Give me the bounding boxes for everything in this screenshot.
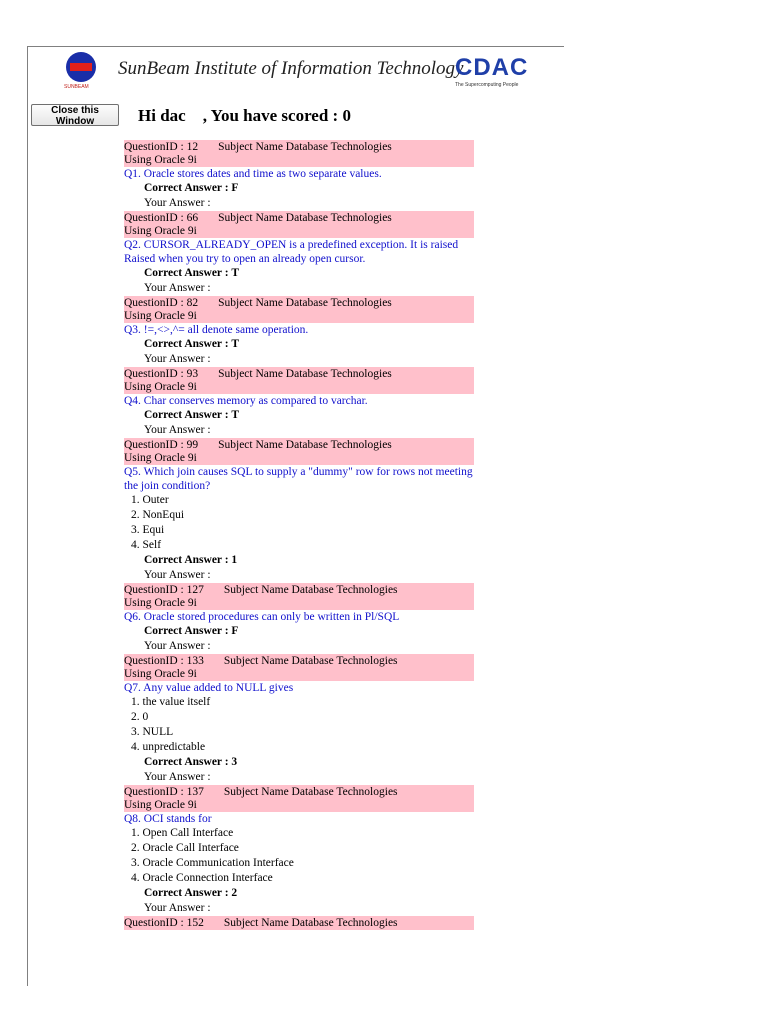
correct-answer bbox=[124, 553, 474, 568]
your-answer: Your Answer : bbox=[144, 424, 211, 436]
question-id-label: QuestionID : bbox=[124, 212, 184, 224]
option-list bbox=[124, 826, 474, 886]
correct-answer-label: Correct Answer : bbox=[144, 338, 229, 350]
window-frame-left bbox=[27, 46, 28, 986]
question-block bbox=[124, 785, 474, 916]
question-text: Q4. Char conserves memory as compared to varchar. bbox=[124, 395, 368, 407]
question-text: Q8. OCI stands for bbox=[124, 813, 212, 825]
subject-name: Subject Name Database Technologies bbox=[218, 439, 392, 451]
correct-answer-label: Correct Answer : bbox=[144, 182, 229, 194]
question-meta bbox=[124, 916, 474, 930]
correct-answer bbox=[124, 266, 474, 281]
question-meta bbox=[124, 583, 474, 610]
correct-answer bbox=[124, 624, 474, 639]
subject-name-line2: Using Oracle 9i bbox=[124, 154, 197, 166]
question-text: Q7. Any value added to NULL gives bbox=[124, 682, 294, 694]
your-answer: Your Answer : bbox=[144, 569, 211, 581]
your-answer: Your Answer : bbox=[144, 902, 211, 914]
correct-answer bbox=[124, 337, 474, 352]
question-id-value: 12 bbox=[186, 141, 199, 153]
subject-name-line2: Using Oracle 9i bbox=[124, 799, 197, 811]
option-list bbox=[124, 493, 474, 553]
subject-name-line2: Using Oracle 9i bbox=[124, 381, 197, 393]
question-meta-line bbox=[124, 297, 474, 310]
institute-name: SunBeam Institute of Information Technology bbox=[118, 58, 464, 79]
correct-answer-value: T bbox=[231, 267, 240, 279]
subject-name: Subject Name Database Technologies bbox=[218, 141, 392, 153]
correct-answer-value: F bbox=[231, 625, 239, 637]
question-id-label: QuestionID : bbox=[124, 297, 184, 309]
your-answer: Your Answer : bbox=[144, 197, 211, 209]
question-id-value: 93 bbox=[186, 368, 199, 380]
question-text: Q1. Oracle stores dates and time as two separate values. bbox=[124, 168, 382, 180]
option-item: 2. NonEqui bbox=[131, 509, 185, 521]
question-meta-line bbox=[124, 212, 474, 225]
your-answer: Your Answer : bbox=[144, 640, 211, 652]
option-item: 2. 0 bbox=[131, 711, 149, 723]
option-item: 3. NULL bbox=[131, 726, 174, 738]
subject-name: Subject Name Database Technologies bbox=[223, 584, 398, 596]
question-id-value: 99 bbox=[186, 439, 199, 451]
subject-name: Subject Name Database Technologies bbox=[223, 655, 398, 667]
correct-answer-value: 2 bbox=[231, 887, 238, 899]
subject-name: Subject Name Database Technologies bbox=[223, 917, 398, 929]
option-list bbox=[124, 695, 474, 755]
subject-name: Subject Name Database Technologies bbox=[223, 786, 398, 798]
question-block bbox=[124, 654, 474, 785]
your-answer: Your Answer : bbox=[144, 771, 211, 783]
question-id-label: QuestionID : bbox=[124, 584, 184, 596]
question-meta-line bbox=[124, 584, 474, 597]
option-item: 4. unpredictable bbox=[131, 741, 206, 753]
question-meta-line bbox=[124, 786, 474, 799]
question-meta-line bbox=[124, 368, 474, 381]
question-text: Q3. !=,<>,^= all denote same operation. bbox=[124, 324, 309, 336]
subject-name: Subject Name Database Technologies bbox=[218, 297, 392, 309]
subject-name-line2: Using Oracle 9i bbox=[124, 452, 197, 464]
correct-answer bbox=[124, 408, 474, 423]
correct-answer-value: T bbox=[231, 409, 240, 421]
close-window-button[interactable]: Close this Window bbox=[31, 104, 119, 126]
question-text: Q2. CURSOR_ALREADY_OPEN is a predefined exception. It is raised Raised when you try to open an already open cursor. bbox=[124, 239, 459, 265]
window-frame-top bbox=[27, 46, 564, 47]
question-meta-line bbox=[124, 439, 474, 452]
question-id-value: 137 bbox=[186, 786, 204, 798]
question-id-label: QuestionID : bbox=[124, 368, 184, 380]
page-header bbox=[60, 50, 540, 96]
option-item: 3. Equi bbox=[131, 524, 165, 536]
subject-name-line2: Using Oracle 9i bbox=[124, 668, 197, 680]
correct-answer bbox=[124, 755, 474, 770]
subject-name: Subject Name Database Technologies bbox=[218, 368, 392, 380]
question-id-label: QuestionID : bbox=[124, 439, 184, 451]
question-id-value: 127 bbox=[186, 584, 204, 596]
option-item: 2. Oracle Call Interface bbox=[131, 842, 239, 854]
question-id-value: 82 bbox=[186, 297, 199, 309]
correct-answer bbox=[124, 181, 474, 196]
question-block bbox=[124, 583, 474, 654]
question-meta-line bbox=[124, 655, 474, 668]
question-id-label: QuestionID : bbox=[124, 655, 184, 667]
question-id-value: 133 bbox=[186, 655, 204, 667]
question-block bbox=[124, 438, 474, 583]
question-meta bbox=[124, 296, 474, 323]
question-text: Q5. Which join causes SQL to supply a "dummy" row for rows not meeting the join condition? bbox=[124, 466, 473, 492]
correct-answer-label: Correct Answer : bbox=[144, 756, 229, 768]
results-list bbox=[124, 140, 474, 930]
question-block bbox=[124, 140, 474, 211]
question-id-label: QuestionID : bbox=[124, 917, 184, 929]
sunbeam-logo-caption: SUNBEAM bbox=[64, 84, 89, 90]
question-meta bbox=[124, 438, 474, 465]
question-meta bbox=[124, 211, 474, 238]
correct-answer-value: F bbox=[231, 182, 239, 194]
correct-answer-value: T bbox=[231, 338, 240, 350]
question-meta bbox=[124, 654, 474, 681]
question-meta-line bbox=[124, 141, 474, 154]
question-id-label: QuestionID : bbox=[124, 141, 184, 153]
question-block bbox=[124, 296, 474, 367]
question-block bbox=[124, 367, 474, 438]
correct-answer-label: Correct Answer : bbox=[144, 554, 229, 566]
option-item: 4. Self bbox=[131, 539, 162, 551]
correct-answer-label: Correct Answer : bbox=[144, 887, 229, 899]
subject-name: Subject Name Database Technologies bbox=[218, 212, 392, 224]
question-meta bbox=[124, 140, 474, 167]
correct-answer bbox=[124, 886, 474, 901]
option-item: 1. the value itself bbox=[131, 696, 211, 708]
sunbeam-logo-icon bbox=[66, 52, 96, 82]
cdac-tagline: The Supercomputing People bbox=[455, 82, 519, 88]
question-block bbox=[124, 211, 474, 296]
subject-name-line2: Using Oracle 9i bbox=[124, 225, 197, 237]
question-id-label: QuestionID : bbox=[124, 786, 184, 798]
your-answer: Your Answer : bbox=[144, 353, 211, 365]
question-text: Q6. Oracle stored procedures can only be written in Pl/SQL bbox=[124, 611, 400, 623]
cdac-logo: CDAC bbox=[455, 54, 529, 81]
correct-answer-label: Correct Answer : bbox=[144, 625, 229, 637]
option-item: 4. Oracle Connection Interface bbox=[131, 872, 273, 884]
option-item: 1. Outer bbox=[131, 494, 169, 506]
subject-name-line2: Using Oracle 9i bbox=[124, 597, 197, 609]
subject-name-line2: Using Oracle 9i bbox=[124, 310, 197, 322]
correct-answer-label: Correct Answer : bbox=[144, 267, 229, 279]
question-id-value: 66 bbox=[186, 212, 199, 224]
correct-answer-value: 1 bbox=[231, 554, 238, 566]
question-meta bbox=[124, 785, 474, 812]
question-meta-line bbox=[124, 917, 474, 930]
question-meta bbox=[124, 367, 474, 394]
question-id-value: 152 bbox=[186, 917, 204, 929]
your-answer: Your Answer : bbox=[144, 282, 211, 294]
score-greeting: Hi dac , You have scored : 0 bbox=[138, 106, 351, 125]
option-item: 3. Oracle Communication Interface bbox=[131, 857, 294, 869]
option-item: 1. Open Call Interface bbox=[131, 827, 234, 839]
correct-answer-value: 3 bbox=[231, 756, 238, 768]
correct-answer-label: Correct Answer : bbox=[144, 409, 229, 421]
